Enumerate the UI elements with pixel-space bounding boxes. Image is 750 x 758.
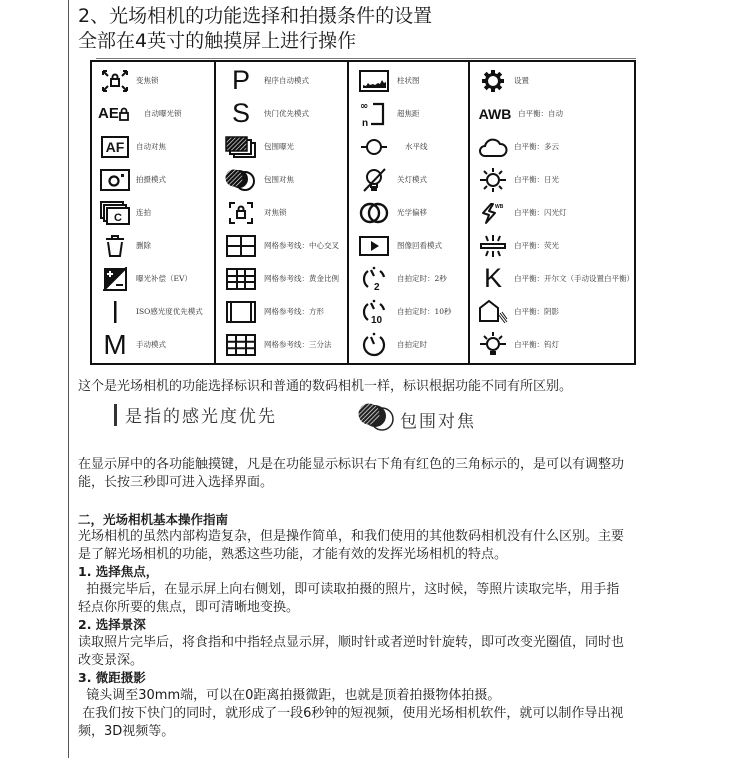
icon-column-2 xyxy=(216,62,349,363)
icon-row xyxy=(476,165,634,195)
icon-row xyxy=(222,66,347,96)
intro-line-1: 光场相机的虽然内部构造复杂，但是操作简单，和我们使用的其他数码相机没有什么区别。主要 xyxy=(78,529,625,544)
iso-priority-icon xyxy=(114,404,117,426)
icon-row xyxy=(476,198,634,228)
sun-icon xyxy=(476,166,510,194)
intro-line-2: 是了解光场相机的功能，熟悉这些功能，才能有效的发挥光场相机的特点。 xyxy=(78,547,508,562)
svg-text:n: n xyxy=(362,117,369,128)
gear-icon xyxy=(476,67,510,95)
icon-label: 网格参考线：方形 xyxy=(264,307,324,316)
bracket-focus-icon xyxy=(354,402,398,437)
icon-label: 拍摄模式 xyxy=(136,175,166,184)
manual-mode-icon: M xyxy=(103,328,127,360)
icon-row xyxy=(98,66,214,96)
step-3-line-1: 镜头调至30mm端，可以在0距离拍摄微距，也就是顶着拍摄物体拍摄。 xyxy=(78,688,501,703)
icon-label: 图像回看模式 xyxy=(397,241,442,250)
icon-label: 白平衡：荧光 xyxy=(514,241,559,250)
iso-priority-icon xyxy=(98,298,132,326)
left-margin-rule xyxy=(68,0,69,758)
icon-row xyxy=(355,231,468,261)
grid-square-icon xyxy=(222,298,260,326)
icon-column-1 xyxy=(92,62,216,363)
icon-label: ISO感光度优先模式 xyxy=(136,307,203,316)
icon-row xyxy=(98,264,214,294)
icon-label: 白平衡：日光 xyxy=(514,175,559,184)
example-bracket-focus xyxy=(354,402,476,437)
paragraph-touch-keys-line-2: 能，长按三秒即可进入选择界面。 xyxy=(78,475,274,490)
trash-icon xyxy=(98,232,132,260)
histogram-icon xyxy=(355,67,393,95)
icon-row xyxy=(355,165,468,195)
zoom-lock-icon xyxy=(98,67,132,95)
icon-label: 网格参考线：中心交叉 xyxy=(264,241,339,250)
icon-label: 设置 xyxy=(514,76,529,85)
icon-label: 对焦锁 xyxy=(264,208,287,217)
step-2-line-2: 改变景深。 xyxy=(78,653,144,668)
icon-row xyxy=(98,198,214,228)
tungsten-icon xyxy=(476,331,510,359)
icon-row xyxy=(98,330,214,360)
flash-wb-icon xyxy=(476,199,510,227)
step-1-heading: 1. 选择焦点， xyxy=(78,564,159,579)
self-timer-icon xyxy=(355,331,393,359)
example-bracket-focus-label: 包围对焦 xyxy=(400,412,476,432)
icon-reference-table xyxy=(90,60,636,365)
icon-row xyxy=(98,231,214,261)
continuous-shooting-icon xyxy=(98,199,132,227)
grid-thirds-icon xyxy=(222,331,260,359)
icon-row xyxy=(222,132,347,162)
svg-text:WB: WB xyxy=(495,203,504,210)
icon-label: 网格参考线：黄金比例 xyxy=(264,274,339,283)
icon-row xyxy=(222,264,347,294)
icon-label: 关灯模式 xyxy=(397,175,427,184)
icon-row xyxy=(476,99,634,129)
step-3-heading: 3. 微距摄影 xyxy=(78,670,146,685)
icon-label: 白平衡：开尔文（手动设置白平衡） xyxy=(514,274,634,283)
icon-label: 手动模式 xyxy=(136,340,166,349)
awb-icon: AWB xyxy=(478,105,512,122)
section-heading-basic-operation: 二，光场相机基本操作指南 xyxy=(78,512,229,527)
icon-row xyxy=(98,297,214,327)
svg-text:10: 10 xyxy=(371,314,383,326)
icon-label: 柱状图 xyxy=(397,76,420,85)
self-timer-10s-icon xyxy=(355,298,393,326)
exposure-compensation-icon xyxy=(98,265,132,293)
title-line-2: 全部在4英寸的触摸屏上进行操作 xyxy=(78,30,357,52)
icon-row xyxy=(476,132,634,162)
icon-label: 自动对焦 xyxy=(136,142,166,151)
step-1-line-1: 拍摄完毕后，在显示屏上向右侧划，即可读取拍摄的照片，这时候，等照片读取完毕，用手指 xyxy=(78,582,620,597)
example-iso-label: 是指的感光度优先 xyxy=(125,407,277,427)
icon-row xyxy=(98,99,214,129)
icon-row xyxy=(222,165,347,195)
step-2-line-1: 读取照片完毕后，将食指和中指轻点显示屏，顺时针或者逆时针旋转，即可改变光圈值，同时也 xyxy=(78,635,625,650)
icon-label: 自拍定时：2秒 xyxy=(397,274,447,283)
icon-row xyxy=(222,99,347,129)
icon-label: 自拍定时 xyxy=(397,340,427,349)
page-title xyxy=(78,4,432,54)
paragraph-icon-explanation: 这个是光场相机的功能选择标识和普通的数码相机一样，标识根据功能不同有所区别。 xyxy=(78,379,573,394)
icon-label: 超焦距 xyxy=(397,109,420,118)
icon-label: 网格参考线：三分法 xyxy=(264,340,332,349)
icon-row xyxy=(222,330,347,360)
icon-label: 连拍 xyxy=(136,208,151,217)
icon-row xyxy=(355,66,468,96)
icon-label: 变焦锁 xyxy=(136,76,159,85)
bracket-focus-icon xyxy=(222,166,260,194)
svg-text:2: 2 xyxy=(374,281,380,293)
ae-lock-icon: AE xyxy=(98,100,140,128)
playback-icon xyxy=(355,232,393,260)
icon-row xyxy=(476,231,634,261)
icon-row xyxy=(355,330,468,360)
svg-text:∞: ∞ xyxy=(360,100,369,112)
program-mode-icon: P xyxy=(231,65,250,95)
icon-label: 程序自动模式 xyxy=(264,76,309,85)
icon-label: 删除 xyxy=(136,241,151,250)
icon-column-4 xyxy=(470,62,634,363)
hyperfocal-icon xyxy=(355,100,393,128)
step-1-line-2: 轻点你所要的焦点，即可清晰地变换。 xyxy=(78,600,300,615)
icon-row xyxy=(476,330,634,360)
icon-row xyxy=(222,198,347,228)
icon-label: 水平线 xyxy=(405,142,428,151)
icon-label: 曝光补偿（EV） xyxy=(136,274,192,283)
icon-row xyxy=(222,231,347,261)
icon-row xyxy=(476,66,634,96)
paragraph-touch-keys-line-1: 在显示屏中的各功能触摸键，凡是在功能显示标识右下角有红色的三角标示的，是可以有调整功 xyxy=(78,457,625,472)
lights-off-icon xyxy=(355,166,393,194)
icon-label: 自动曝光锁 xyxy=(144,109,182,118)
grid-center-cross-icon xyxy=(222,232,260,260)
svg-text:C: C xyxy=(114,211,122,224)
icon-label: 白平衡：阴影 xyxy=(514,307,559,316)
grid-golden-ratio-icon xyxy=(222,265,260,293)
icon-label: 包围对焦 xyxy=(264,175,294,184)
icon-row xyxy=(355,198,468,228)
step-2-heading: 2. 选择景深 xyxy=(78,617,146,632)
icon-row xyxy=(355,99,468,129)
icon-row xyxy=(355,132,468,162)
icon-label: 白平衡：自动 xyxy=(518,109,563,118)
icon-row xyxy=(222,297,347,327)
example-iso-priority xyxy=(114,402,277,427)
title-divider xyxy=(96,58,636,59)
af-icon: AF xyxy=(98,133,132,161)
icon-label: 光学偏移 xyxy=(397,208,427,217)
icon-row xyxy=(355,264,468,294)
icon-label: 自拍定时：10秒 xyxy=(397,307,452,316)
title-line-1: 2、光场相机的功能选择和拍摄条件的设置 xyxy=(78,5,433,27)
focus-lock-icon xyxy=(222,199,260,227)
icon-column-3 xyxy=(349,62,470,363)
shutter-priority-icon: S xyxy=(231,98,250,128)
icon-label: 快门优先模式 xyxy=(264,109,309,118)
self-timer-2s-icon xyxy=(355,265,393,293)
fluorescent-icon xyxy=(476,232,510,260)
icon-label: 包围曝光 xyxy=(264,142,294,151)
icon-label: 白平衡：闪光灯 xyxy=(514,208,567,217)
shade-icon xyxy=(476,298,510,326)
step-3-line-3: 频，3D视频等。 xyxy=(78,724,175,739)
kelvin-icon: K xyxy=(483,263,502,293)
cloud-icon xyxy=(476,133,510,161)
icon-row xyxy=(98,165,214,195)
icon-row xyxy=(476,297,634,327)
icon-row xyxy=(355,297,468,327)
step-3-line-2: 在我们按下快门的同时，就形成了一段6秒钟的短视频，使用光场相机软件，就可以制作导出视 xyxy=(78,706,624,721)
bracket-exposure-icon xyxy=(222,133,260,161)
shooting-mode-icon xyxy=(98,166,132,194)
icon-label: 白平衡：钨灯 xyxy=(514,340,559,349)
icon-row xyxy=(476,264,634,294)
level-icon xyxy=(355,133,393,161)
optical-offset-icon xyxy=(355,199,393,227)
icon-label: 白平衡：多云 xyxy=(514,142,559,151)
icon-row xyxy=(98,132,214,162)
